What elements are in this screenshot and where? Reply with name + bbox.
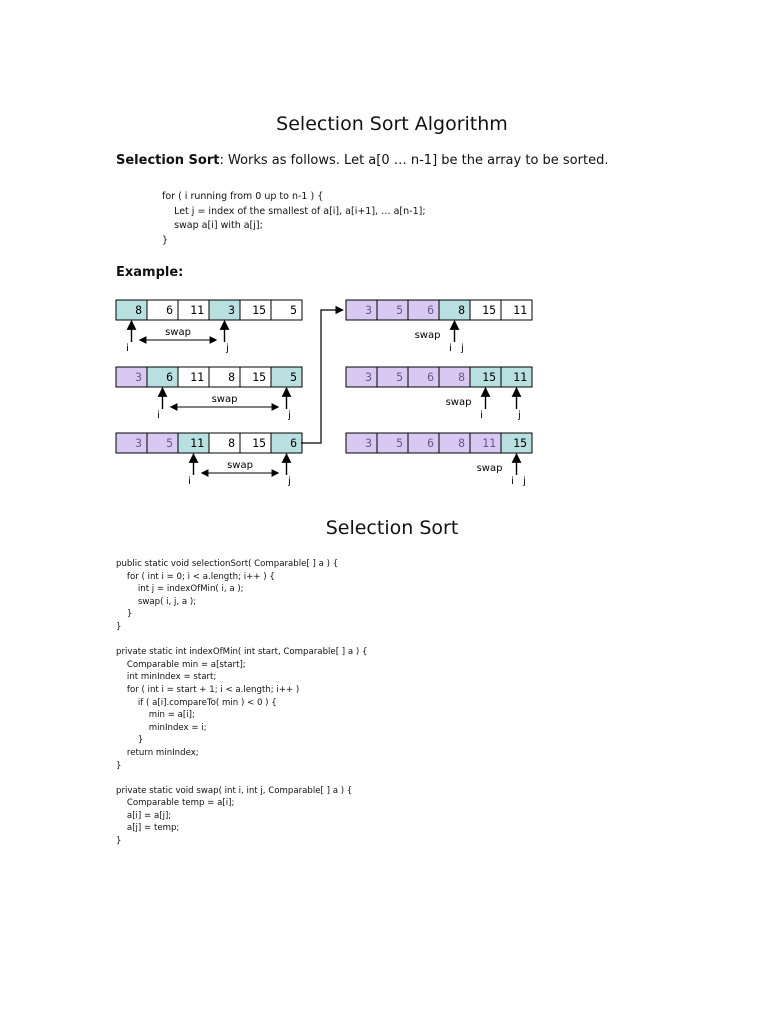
array-cell — [346, 367, 377, 387]
intro-label: Selection Sort — [116, 153, 220, 168]
code-line: min = a[i]; — [116, 710, 195, 721]
code-line: return minIndex; — [116, 747, 199, 758]
array-cell — [346, 433, 377, 453]
array-cell — [408, 433, 439, 453]
code-line: Comparable temp = a[i]; — [116, 798, 235, 809]
page-title: Selection Sort Algorithm — [276, 113, 508, 135]
array-cell — [377, 433, 408, 453]
i-pointer-label: i — [511, 476, 514, 487]
array-cell — [271, 367, 302, 387]
array-cell — [377, 367, 408, 387]
swap-label: swap — [414, 330, 441, 341]
array-cell-value: 11 — [513, 370, 527, 384]
array-cell-value: 6 — [166, 303, 173, 317]
array-cell — [439, 300, 470, 320]
array-cell — [408, 367, 439, 387]
code-line — [116, 772, 367, 785]
code-line: } — [116, 760, 122, 771]
array-cell-value: 6 — [290, 436, 297, 450]
j-pointer-label: j — [523, 476, 526, 487]
pseudocode-line: } — [162, 234, 169, 246]
code-line: if ( a[i].compareTo( min ) < 0 ) { — [116, 697, 277, 708]
j-pointer-label: j — [288, 410, 291, 421]
code-line: private static int indexOfMin( int start, Comparable[ ] a ) { — [116, 647, 368, 658]
array-cell-value: 15 — [482, 370, 496, 384]
j-pointer-label: j — [518, 410, 521, 421]
code-section-title: Selection Sort — [325, 517, 459, 539]
array-cell-value: 5 — [290, 303, 297, 317]
array-cell — [147, 300, 178, 320]
array-cell-value: 5 — [396, 436, 403, 450]
swap-label: swap — [211, 394, 238, 405]
array-cell-value: 11 — [190, 436, 204, 450]
code-line — [116, 634, 367, 647]
sort-step — [116, 433, 302, 487]
sort-step — [346, 433, 532, 487]
array-cell — [209, 433, 240, 453]
array-cell-value: 3 — [365, 436, 372, 450]
i-pointer-label: i — [188, 476, 191, 487]
array-cell-value: 15 — [252, 436, 266, 450]
array-cell — [116, 433, 147, 453]
array-cell-value: 5 — [290, 370, 297, 384]
code-line: Comparable min = a[start]; — [116, 659, 246, 670]
flow-connector — [301, 310, 343, 443]
array-cell-value: 15 — [482, 303, 496, 317]
array-cell — [271, 433, 302, 453]
code-line: private static void swap( int i, int j, Comparable[ ] a ) { — [116, 785, 353, 796]
example-label: Example: — [116, 265, 184, 280]
sort-step — [116, 367, 302, 421]
code-line: public static void selectionSort( Comparable[ ] a ) { — [116, 559, 339, 569]
array-cell-value: 6 — [166, 370, 173, 384]
array-cell-value: 8 — [458, 370, 465, 384]
pseudocode-line: for ( i running from 0 up to n-1 ) { — [162, 191, 324, 202]
array-cell — [116, 367, 147, 387]
array-cell-value: 11 — [513, 303, 527, 317]
swap-label: swap — [227, 460, 253, 471]
array-cell-value: 15 — [513, 436, 527, 450]
array-cell-value: 3 — [135, 370, 142, 384]
code-line: } — [116, 735, 144, 746]
i-pointer-label: i — [157, 410, 160, 421]
array-cell-value: 3 — [365, 370, 372, 384]
code-block — [116, 558, 367, 848]
i-pointer-label: i — [449, 343, 452, 354]
swap-label: swap — [165, 327, 191, 338]
array-cell-value: 3 — [228, 303, 235, 317]
i-pointer-label: i — [126, 343, 129, 354]
array-cell-value: 6 — [427, 303, 434, 317]
array-cell-value: 8 — [458, 436, 465, 450]
array-cell-value: 5 — [396, 370, 403, 384]
array-cell — [116, 300, 147, 320]
sort-step — [346, 300, 532, 354]
swap-label: swap — [445, 397, 472, 408]
array-cell-value: 5 — [396, 303, 403, 317]
code-line: a[i] = a[j]; — [116, 810, 172, 821]
array-cell-value: 6 — [427, 436, 434, 450]
code-line: } — [116, 609, 133, 620]
intro-text: : Works as follows. Let a[0 … n-1] be the array to be sorted. — [219, 153, 609, 168]
code-line: int j = indexOfMin( i, a ); — [116, 584, 244, 595]
array-cell-value: 11 — [482, 436, 496, 450]
array-cell-value: 3 — [135, 436, 142, 450]
sort-step — [346, 367, 532, 421]
array-cell-value: 8 — [228, 436, 235, 450]
code-line: minIndex = i; — [116, 722, 207, 733]
array-cell-value: 11 — [190, 303, 204, 317]
array-cell — [346, 300, 377, 320]
array-cell-value: 5 — [166, 436, 173, 450]
code-line: swap( i, j, a ); — [116, 596, 197, 607]
j-pointer-label: j — [461, 343, 464, 354]
array-cell — [209, 367, 240, 387]
code-line: } — [116, 621, 122, 632]
array-cell-value: 15 — [252, 303, 266, 317]
sort-step — [116, 300, 302, 354]
j-pointer-label: j — [288, 476, 291, 487]
array-cell-value: 8 — [458, 303, 465, 317]
code-line: a[j] = temp; — [116, 823, 180, 834]
array-cell-value: 11 — [190, 370, 204, 384]
code-line: for ( int i = start + 1; i < a.length; i++ ) — [116, 684, 300, 695]
array-cell-value: 8 — [135, 303, 142, 317]
code-line: for ( int i = 0; i < a.length; i++ ) { — [116, 571, 275, 582]
i-pointer-label: i — [480, 410, 483, 421]
array-cell-value: 15 — [252, 370, 266, 384]
code-line: int minIndex = start; — [116, 672, 217, 683]
array-cell — [147, 367, 178, 387]
array-cell — [439, 433, 470, 453]
array-cell — [377, 300, 408, 320]
array-cell-value: 6 — [427, 370, 434, 384]
pseudocode-line: Let j = index of the smallest of a[i], a[i+1], … a[n-1]; — [162, 205, 426, 217]
array-cell — [439, 367, 470, 387]
array-cell-value: 3 — [365, 303, 372, 317]
array-cell — [209, 300, 240, 320]
array-cell — [408, 300, 439, 320]
array-cell — [271, 300, 302, 320]
j-pointer-label: j — [226, 343, 229, 354]
pseudocode-line: swap a[i] with a[j]; — [162, 220, 263, 231]
array-cell — [147, 433, 178, 453]
swap-label: swap — [476, 463, 503, 474]
code-line: } — [116, 836, 122, 847]
array-cell-value: 8 — [228, 370, 235, 384]
